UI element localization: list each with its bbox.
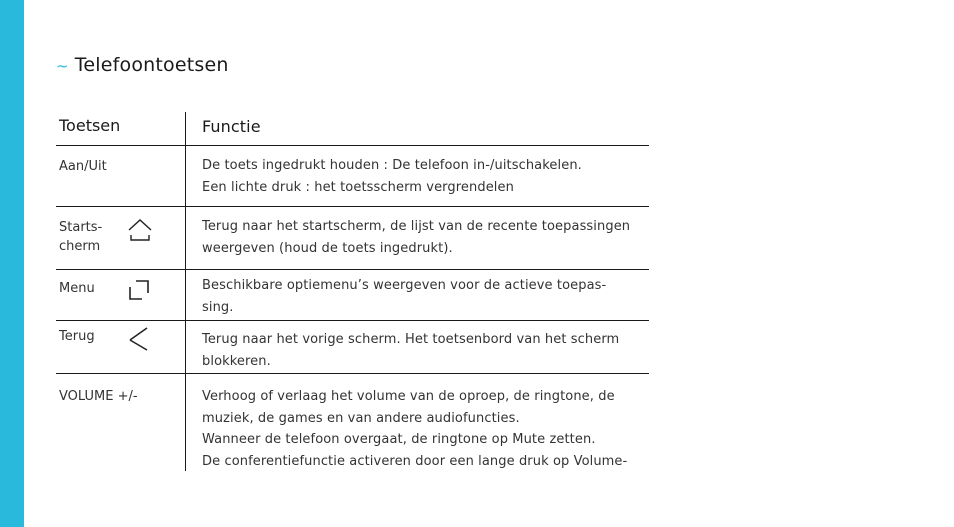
row-function [186, 146, 649, 206]
table-row [56, 374, 649, 471]
row-function [186, 270, 649, 320]
function-line: Wanneer de telefoon overgaat, de ringtone op Mute zetten. [202, 432, 596, 447]
row-function [186, 321, 649, 373]
row-key [56, 374, 186, 471]
function-line: weergeven (houd de toets ingedrukt). [202, 240, 453, 256]
function-line: De conferentiefunctie activeren door een lange druk op Volume- [202, 453, 628, 469]
function-line: sing. [202, 299, 234, 315]
row-key [56, 321, 186, 373]
back-icon [128, 326, 150, 356]
table-row [56, 146, 649, 207]
row-function [186, 207, 649, 269]
function-line: blokkeren. [202, 353, 271, 369]
function-line: Beschikbare optiemenu’s weergeven voor de actieve toepas- [202, 278, 607, 293]
function-line: Terug naar het vorige scherm. Het toetsenbord van het scherm [202, 332, 620, 347]
key-label-home: Starts- cherm [59, 220, 103, 254]
menu-icon [128, 279, 150, 305]
row-function [186, 374, 649, 471]
key-label-power: Aan/Uit [59, 159, 107, 174]
header-key: Toetsen [56, 112, 186, 145]
table-row [56, 321, 649, 374]
title-text: Telefoontoetsen [74, 54, 229, 76]
function-line: Verhoog of verlaag het volume van de oproep, de ringtone, de [202, 389, 615, 404]
key-label-menu: Menu [59, 281, 95, 296]
key-label-volume: VOLUME +/- [59, 389, 138, 404]
function-line: Terug naar het startscherm, de lijst van de recente toepassingen [202, 219, 631, 234]
table-header [56, 112, 649, 146]
page-title [56, 54, 229, 76]
table-row [56, 270, 649, 321]
header-function: Functie [202, 117, 261, 136]
function-line: De toets ingedrukt houden : De telefoon in-/uitschakelen. [202, 158, 582, 173]
keys-table [56, 112, 649, 471]
function-line: muziek, de games en van andere audiofuncties. [202, 410, 520, 426]
row-key [56, 146, 186, 206]
row-key [56, 270, 186, 320]
key-label-back: Terug [59, 329, 95, 344]
title-marker: ~ [56, 57, 69, 75]
table-row [56, 207, 649, 270]
function-line: Een lichte druk : het toetsscherm vergrendelen [202, 179, 514, 195]
row-key [56, 207, 186, 269]
home-icon [128, 219, 152, 245]
side-accent-bar [0, 0, 24, 527]
